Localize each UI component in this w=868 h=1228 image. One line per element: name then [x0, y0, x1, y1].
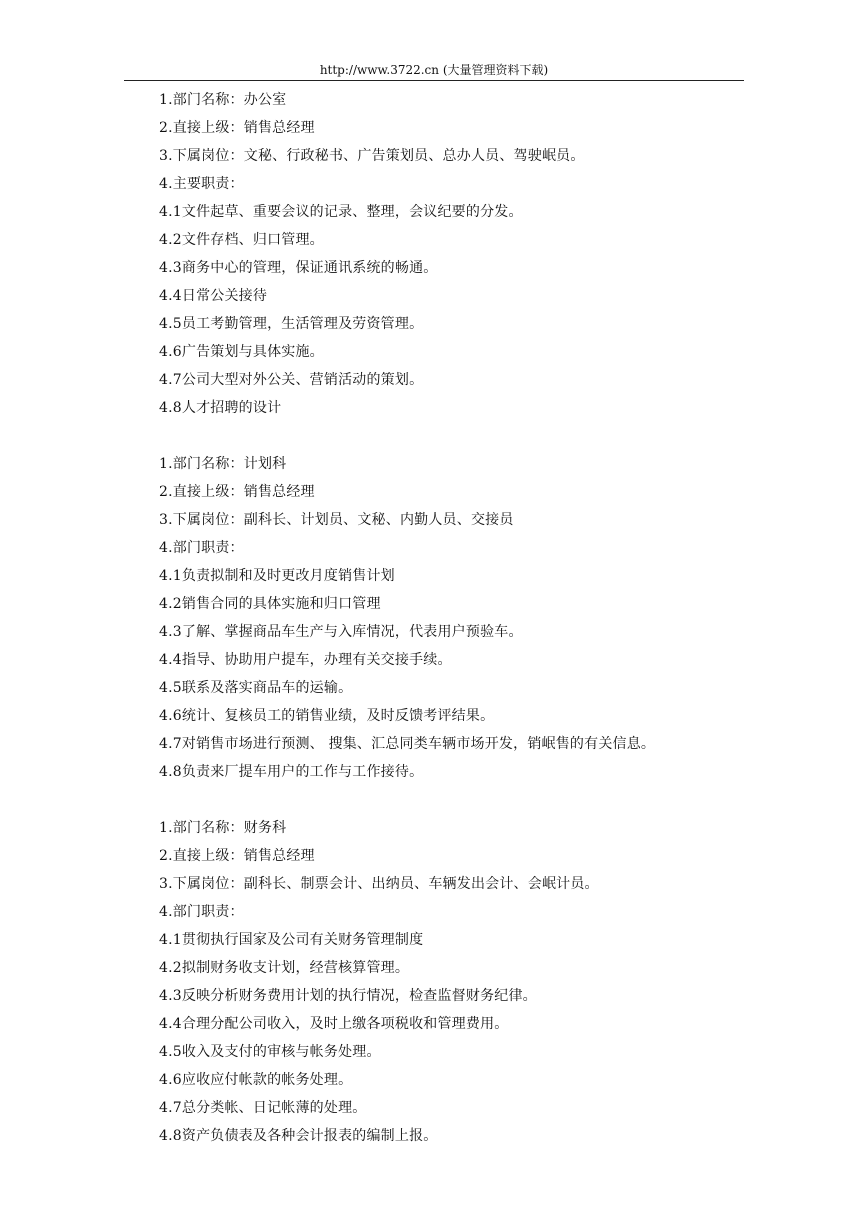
duty-item: 4.1文件起草、重要会议的记录、整理，会议纪要的分发。	[159, 204, 523, 220]
page-header	[124, 60, 744, 80]
subordinate-positions-line: 3.下属岗位：副科长、计划员、文秘、内勤人员、交接员	[159, 512, 514, 528]
duty-item: 4.8负责来厂提车用户的工作与工作接待。	[159, 764, 424, 780]
duty-item: 4.8资产负债表及各种会计报表的编制上报。	[159, 1128, 438, 1144]
section-planning	[159, 450, 799, 786]
header-source-text: http://www.3722.cn (大量管理资料下载)	[319, 63, 549, 77]
subordinate-positions-line: 3.下属岗位：文秘、行政秘书、广告策划员、总办人员、驾驶岷员。	[159, 148, 585, 164]
duty-item: 4.7公司大型对外公关、营销活动的策划。	[159, 372, 424, 388]
duty-item: 4.1负责拟制和及时更改月度销售计划	[159, 568, 395, 584]
subordinate-positions-line: 3.下属岗位：副科长、制票会计、出纳员、车辆发出会计、会岷计员。	[159, 876, 599, 892]
duty-item: 4.5收入及支付的审核与帐务处理。	[159, 1044, 381, 1060]
duty-item: 4.5联系及落实商品车的运输。	[159, 680, 353, 696]
duty-item: 4.4合理分配公司收入，及时上缴各项税收和管理费用。	[159, 1016, 509, 1032]
supervisor-line: 2.直接上级：销售总经理	[159, 120, 315, 136]
dept-name-line: 1.部门名称：财务科	[159, 820, 287, 836]
duty-item: 4.5员工考勤管理，生活管理及劳资管理。	[159, 316, 424, 332]
duty-item: 4.3反映分析财务费用计划的执行情况，检查监督财务纪律。	[159, 988, 537, 1004]
duty-item: 4.3商务中心的管理，保证通讯系统的畅通。	[159, 260, 438, 276]
duty-item: 4.8人才招聘的设计	[159, 400, 282, 416]
duty-item: 4.1贯彻执行国家及公司有关财务管理制度	[159, 932, 424, 948]
duties-heading: 4.部门职责：	[159, 904, 244, 920]
supervisor-line: 2.直接上级：销售总经理	[159, 484, 315, 500]
supervisor-line: 2.直接上级：销售总经理	[159, 848, 315, 864]
duty-item: 4.4指导、协助用户提车，办理有关交接手续。	[159, 652, 452, 668]
duty-item: 4.3了解、掌握商品车生产与入库情况，代表用户预验车。	[159, 624, 523, 640]
duty-item: 4.2销售合同的具体实施和归口管理	[159, 596, 381, 612]
duty-item: 4.6应收应付帐款的帐务处理。	[159, 1072, 353, 1088]
duty-item: 4.7总分类帐、日记帐薄的处理。	[159, 1100, 367, 1116]
header-divider	[124, 80, 744, 81]
dept-name-line: 1.部门名称：计划科	[159, 456, 287, 472]
duty-item: 4.2文件存档、归口管理。	[159, 232, 324, 248]
duty-item: 4.6统计、复核员工的销售业绩，及时反馈考评结果。	[159, 708, 495, 724]
duty-item: 4.6广告策划与具体实施。	[159, 344, 324, 360]
duty-item: 4.2拟制财务收支计划，经营核算管理。	[159, 960, 410, 976]
dept-name-line: 1.部门名称：办公室	[159, 92, 287, 108]
document-body	[159, 86, 799, 1150]
section-finance	[159, 814, 799, 1150]
section-office	[159, 86, 799, 422]
duty-item: 4.4日常公关接待	[159, 288, 268, 304]
duty-item: 4.7对销售市场进行预测、 搜集、汇总同类车辆市场开发，销岷售的有关信息。	[159, 736, 656, 752]
duties-heading: 4.主要职责：	[159, 176, 244, 192]
duties-heading: 4.部门职责：	[159, 540, 244, 556]
